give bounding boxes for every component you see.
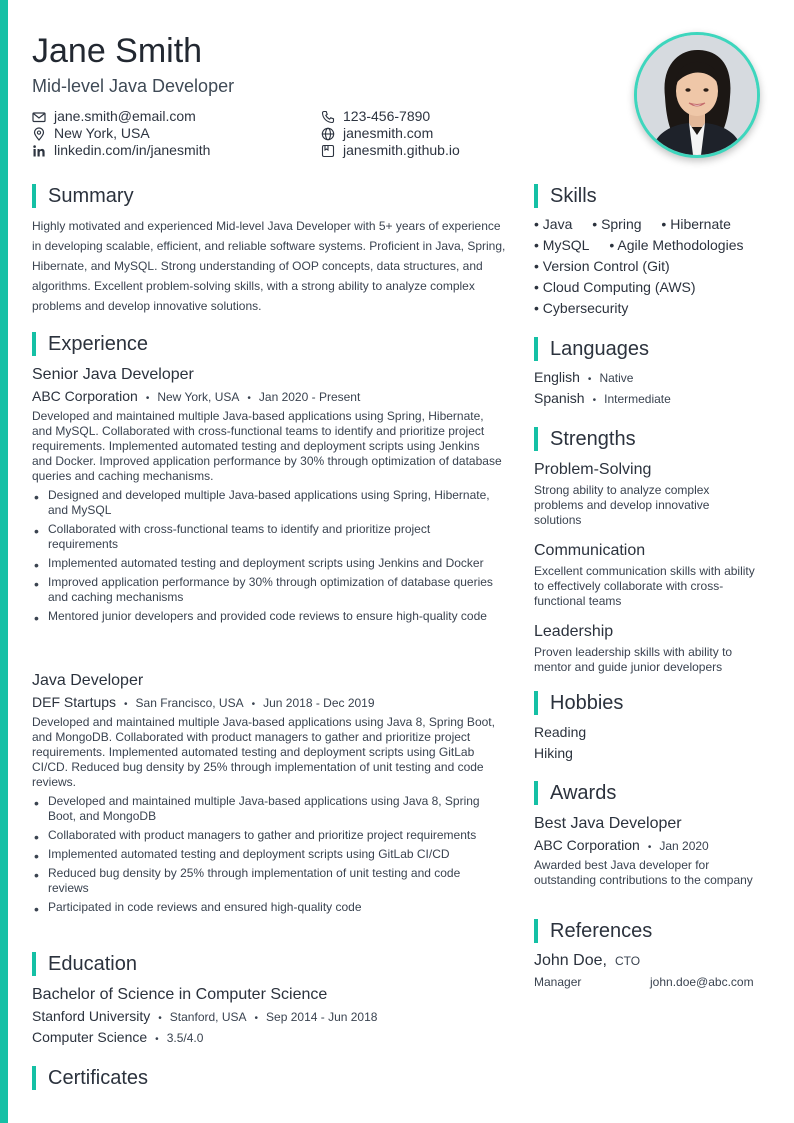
job-location: San Francisco, USA bbox=[135, 696, 244, 710]
education-meta bbox=[32, 1008, 377, 1024]
school-location: Stanford, USA bbox=[169, 1010, 247, 1024]
job-bullets bbox=[32, 488, 502, 628]
heading-accent bbox=[534, 691, 538, 715]
skill-item: • Spring bbox=[592, 216, 642, 232]
heading-accent bbox=[534, 427, 538, 451]
skill-item: • Hibernate bbox=[661, 216, 731, 232]
hobby-item: Hiking bbox=[534, 745, 573, 761]
strength-title: Communication bbox=[534, 542, 646, 559]
skill-label: Agile Methodologies bbox=[617, 237, 744, 253]
language-row bbox=[534, 390, 671, 406]
strength-title: Leadership bbox=[534, 623, 614, 640]
list-item: • Developed and maintained multiple Java-based applications using Java 8, Spring Boot, and MongoDB bbox=[32, 794, 502, 824]
language-level: Native bbox=[599, 371, 634, 385]
list-item: • Collaborated with cross-functional teams to identify and prioritize project requirements bbox=[32, 522, 502, 552]
candidate-name: Jane Smith bbox=[32, 32, 203, 70]
skill-item: • Agile Methodologies bbox=[609, 237, 744, 253]
reference-header bbox=[534, 952, 640, 970]
section-title: Summary bbox=[48, 184, 134, 207]
skill-item: • MySQL bbox=[534, 237, 590, 253]
mail-icon bbox=[32, 110, 46, 124]
list-item: • Implemented automated testing and deployment scripts using GitLab CI/CD bbox=[32, 847, 502, 862]
section-title: Skills bbox=[550, 184, 597, 207]
section-strengths-heading bbox=[534, 427, 636, 451]
section-education-heading bbox=[32, 952, 137, 976]
phone-icon bbox=[321, 110, 335, 124]
section-title: Awards bbox=[550, 781, 617, 804]
reference-email[interactable]: john.doe@abc.com bbox=[650, 975, 754, 989]
reference-name: John Doe, bbox=[534, 952, 607, 969]
phone-text[interactable]: 123-456-7890 bbox=[343, 108, 431, 124]
skill-item: • Version Control (Git) bbox=[534, 258, 670, 274]
skill-item: • Cloud Computing (AWS) bbox=[534, 279, 696, 295]
profile-photo bbox=[634, 32, 760, 158]
section-title: Languages bbox=[550, 337, 649, 360]
job-title: Mid-level Java Developer bbox=[32, 76, 235, 96]
separator-dot: • bbox=[592, 395, 597, 406]
reference-details bbox=[534, 975, 754, 989]
section-title: Hobbies bbox=[550, 691, 624, 714]
strength-text: Excellent communication skills with ability to effectively collaborate with cross-functional teams bbox=[534, 564, 755, 608]
linkedin-text[interactable]: linkedin.com/in/janesmith bbox=[54, 142, 211, 158]
job-description: Developed and maintained multiple Java-based applications using Java 8, Spring Boot, and MongoDB. Collaborated with product managers to gather and prioritize project requirements. Implemented automated testing and deployment scripts using GitLab CI/CD. Reduced bug density by 25% through implementation of unit testing and code reviews. bbox=[32, 715, 495, 789]
heading-accent bbox=[32, 332, 36, 356]
list-item: • Improved application performance by 30% through optimization of database queries and caching mechanisms bbox=[32, 575, 502, 605]
education-dates: Sep 2014 - Jun 2018 bbox=[266, 1010, 378, 1024]
contact-email[interactable] bbox=[32, 108, 210, 125]
separator-dot: • bbox=[251, 699, 256, 710]
code-window-icon bbox=[321, 144, 335, 158]
heading-accent bbox=[32, 952, 36, 976]
skill-label: Java bbox=[542, 216, 573, 232]
skills-list bbox=[534, 214, 774, 319]
separator-dot: • bbox=[155, 1034, 159, 1045]
contact-column-left bbox=[32, 108, 210, 159]
skills-line bbox=[534, 277, 774, 298]
job-meta bbox=[32, 388, 360, 404]
summary-text: Highly motivated and experienced Mid-level Java Developer with 5+ years of experience in developing scalable, efficient, and reliable software systems. Proficient in Java, Spring, Hibernate, and MySQL. Strong understanding of OOP concepts, data structures, and algorithms. Excellent problem-solving skills, with a strong ability to analyze complex problems and develop innovative solutions. bbox=[32, 219, 506, 313]
award-title: Best Java Developer bbox=[534, 815, 682, 832]
heading-accent bbox=[32, 184, 36, 208]
company-name: ABC Corporation bbox=[32, 388, 138, 404]
separator-dot: • bbox=[158, 1013, 162, 1024]
contact-linkedin[interactable] bbox=[32, 142, 210, 159]
award-date: Jan 2020 bbox=[659, 839, 709, 853]
list-item: • Mentored junior developers and provided code reviews to ensure high-quality code bbox=[32, 609, 502, 624]
award-text: Awarded best Java developer for outstanding contributions to the company bbox=[534, 858, 753, 887]
section-languages-heading bbox=[534, 337, 649, 361]
separator-dot: • bbox=[124, 699, 128, 710]
linkedin-icon bbox=[32, 144, 46, 158]
skill-label: Cybersecurity bbox=[542, 300, 629, 316]
section-title: Experience bbox=[48, 332, 149, 355]
education-field-meta bbox=[32, 1029, 203, 1045]
separator-dot: • bbox=[254, 1013, 259, 1024]
list-item: • Implemented automated testing and deployment scripts using Jenkins and Docker bbox=[32, 556, 502, 571]
skills-line bbox=[534, 298, 774, 319]
reference-position: Manager bbox=[534, 975, 582, 989]
section-hobbies-heading bbox=[534, 691, 623, 715]
skill-item: • Java bbox=[534, 216, 573, 232]
contact-github[interactable] bbox=[321, 142, 460, 159]
section-title: Certificates bbox=[48, 1066, 149, 1089]
location-text: New York, USA bbox=[54, 125, 150, 141]
separator-dot: • bbox=[145, 393, 150, 404]
gpa: 3.5/4.0 bbox=[166, 1031, 204, 1045]
heading-accent bbox=[534, 781, 538, 805]
hobby-item: Reading bbox=[534, 724, 587, 740]
section-title: References bbox=[550, 919, 653, 942]
separator-dot: • bbox=[247, 393, 251, 404]
contact-phone[interactable] bbox=[321, 108, 460, 125]
location-pin-icon bbox=[32, 127, 46, 141]
job-role: Java Developer bbox=[32, 672, 144, 689]
skills-line bbox=[534, 256, 774, 277]
strength-text: Proven leadership skills with ability to mentor and guide junior developers bbox=[534, 645, 733, 674]
job-bullets bbox=[32, 794, 502, 919]
skill-label: Cloud Computing (AWS) bbox=[542, 279, 696, 295]
heading-accent bbox=[534, 337, 538, 361]
heading-accent bbox=[534, 919, 538, 943]
award-org: ABC Corporation bbox=[534, 837, 640, 853]
website-text[interactable]: janesmith.com bbox=[343, 125, 434, 141]
strength-title: Problem-Solving bbox=[534, 461, 652, 478]
job-description: Developed and maintained multiple Java-based applications using Spring, Hibernate, and MySQL. Collaborated with cross-functional teams to identify and prioritize project requirements. Implemented automated testing and deployment scripts using Jenkins and Docker. Improved application performance by 30% through optimization of database queries and caching mechanisms. bbox=[32, 409, 502, 483]
separator-dot: • bbox=[647, 842, 652, 853]
company-name: DEF Startups bbox=[32, 694, 117, 710]
language-row bbox=[534, 369, 633, 385]
reference-role: CTO bbox=[614, 954, 641, 968]
language-name: Spanish bbox=[534, 390, 585, 406]
job-meta bbox=[32, 694, 375, 710]
separator-dot: • bbox=[587, 374, 592, 385]
section-summary-heading bbox=[32, 184, 134, 208]
section-title: Education bbox=[48, 952, 137, 975]
heading-accent bbox=[534, 184, 538, 208]
job-role: Senior Java Developer bbox=[32, 366, 194, 383]
list-item: • Designed and developed multiple Java-based applications using Spring, Hibernate, and MySQL bbox=[32, 488, 502, 518]
portrait-image bbox=[637, 35, 757, 155]
section-experience-heading bbox=[32, 332, 148, 356]
job-dates: Jan 2020 - Present bbox=[258, 390, 361, 404]
strength-text: Strong ability to analyze complex problems and develop innovative solutions bbox=[534, 483, 710, 527]
list-item: • Participated in code reviews and ensured high-quality code bbox=[32, 900, 502, 915]
list-item: • Collaborated with product managers to gather and prioritize project requirements bbox=[32, 828, 502, 843]
heading-accent bbox=[32, 1066, 36, 1090]
list-item: • Reduced bug density by 25% through implementation of unit testing and code reviews bbox=[32, 866, 502, 896]
job-dates: Jun 2018 - Dec 2019 bbox=[263, 696, 375, 710]
section-certificates-heading bbox=[32, 1066, 148, 1090]
skills-line bbox=[534, 235, 774, 256]
section-awards-heading bbox=[534, 781, 616, 805]
degree-title: Bachelor of Science in Computer Science bbox=[32, 986, 328, 1003]
email-text[interactable]: jane.smith@email.com bbox=[54, 108, 196, 124]
skill-label: Spring bbox=[601, 216, 642, 232]
section-title: Strengths bbox=[550, 427, 636, 450]
github-text[interactable]: janesmith.github.io bbox=[343, 142, 460, 158]
section-skills-heading bbox=[534, 184, 597, 208]
skill-item: • Cybersecurity bbox=[534, 300, 629, 316]
language-name: English bbox=[534, 369, 580, 385]
field-of-study: Computer Science bbox=[32, 1029, 148, 1045]
skill-label: MySQL bbox=[542, 237, 590, 253]
skills-line bbox=[534, 214, 774, 235]
section-references-heading bbox=[534, 919, 652, 943]
contact-column-right bbox=[321, 108, 460, 159]
school-name: Stanford University bbox=[32, 1008, 151, 1024]
skill-label: Hibernate bbox=[670, 216, 731, 232]
job-location: New York, USA bbox=[157, 390, 240, 404]
globe-icon bbox=[321, 127, 335, 141]
language-level: Intermediate bbox=[604, 392, 671, 406]
contact-website[interactable] bbox=[321, 125, 460, 142]
award-meta bbox=[534, 837, 709, 853]
accent-bar bbox=[0, 0, 8, 1123]
contact-location bbox=[32, 125, 210, 142]
skill-label: Version Control (Git) bbox=[542, 258, 670, 274]
